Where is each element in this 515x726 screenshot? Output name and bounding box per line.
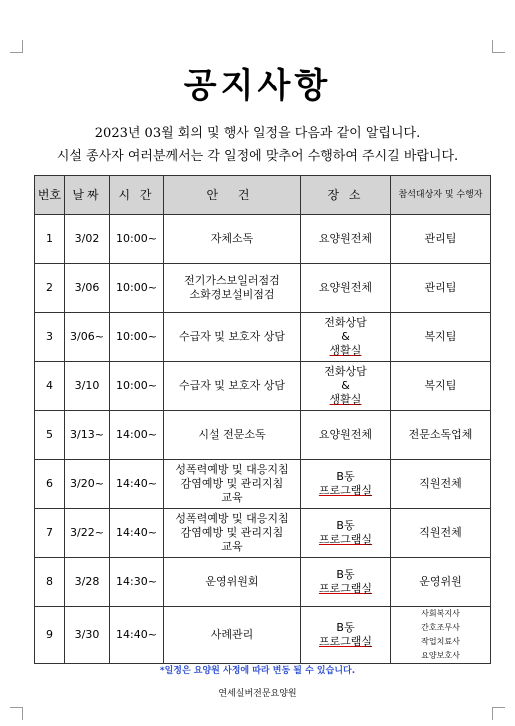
cell-place-line: B동 — [336, 519, 355, 532]
cell-time: 10:00~ — [110, 264, 164, 313]
cell-participants-line: 직원전체 — [419, 477, 462, 490]
cell-time: 14:40~ — [110, 509, 164, 558]
cell-time: 10:00~ — [110, 362, 164, 411]
cell-participants-line: 간호조무사 — [421, 623, 460, 632]
cell-date: 3/10 — [65, 362, 110, 411]
table-row — [35, 362, 491, 411]
schedule-table — [34, 175, 491, 664]
table-row — [35, 558, 491, 607]
cell-no: 3 — [35, 313, 65, 362]
header-time: 시 간 — [110, 176, 164, 215]
cell-participants-line: 관리팀 — [424, 281, 457, 294]
cell-no: 1 — [35, 215, 65, 264]
organization-name: 연세실버전문요양원 — [218, 689, 297, 699]
cell-agenda-line: 감염예방 및 관리지침 — [180, 526, 284, 539]
cell-no: 6 — [35, 460, 65, 509]
cell-agenda-line: 수급자 및 보호자 상담 — [178, 379, 286, 392]
cell-participants-line: 사회복지사 — [421, 609, 460, 618]
cell-place-line: 전화상담 — [324, 365, 367, 378]
cell-agenda-line: 성폭력예방 및 대응지침 — [175, 512, 289, 525]
cell-place — [301, 313, 391, 362]
intro-line-1: 2023년 03월 회의 및 행사 일정을 다음과 같이 알립니다. — [94, 126, 421, 141]
cell-participants-line: 관리팀 — [424, 232, 457, 245]
intro-line-2: 시설 종사자 여러분께서는 각 일정에 맞추어 수행하여 주시길 바랍니다. — [56, 149, 459, 164]
cell-no: 8 — [35, 558, 65, 607]
cell-agenda-line: 교육 — [221, 491, 243, 504]
cell-participants — [391, 264, 491, 313]
header-no: 번호 — [35, 176, 65, 215]
cell-agenda — [164, 215, 301, 264]
cell-place-line: & — [341, 330, 350, 343]
cell-time: 14:40~ — [110, 460, 164, 509]
cell-date: 3/06 — [65, 264, 110, 313]
cell-place-line: B동 — [336, 568, 355, 581]
crop-mark-top-left — [10, 40, 23, 53]
cell-date: 3/02 — [65, 215, 110, 264]
header-date: 날짜 — [65, 176, 110, 215]
cell-place — [301, 509, 391, 558]
cell-agenda-line: 운영위원회 — [205, 575, 259, 588]
cell-agenda-line: 성폭력예방 및 대응지침 — [175, 463, 289, 476]
cell-place-line: 프로그램실 — [318, 533, 373, 546]
cell-no: 9 — [35, 607, 65, 664]
cell-participants — [391, 215, 491, 264]
cell-participants-line: 직원전체 — [419, 526, 462, 539]
cell-agenda — [164, 313, 301, 362]
cell-agenda-line: 시설 전문소독 — [198, 428, 266, 441]
cell-place-line: & — [341, 379, 350, 392]
cell-agenda-line: 사례관리 — [210, 628, 254, 641]
cell-place-line: 요양원전체 — [318, 428, 373, 441]
cell-agenda — [164, 558, 301, 607]
cell-agenda — [164, 509, 301, 558]
cell-participants — [391, 460, 491, 509]
cell-participants-line: 전문소독업체 — [408, 428, 473, 441]
cell-participants — [391, 607, 491, 664]
cell-time: 14:00~ — [110, 411, 164, 460]
cell-place — [301, 607, 391, 664]
cell-participants — [391, 558, 491, 607]
table-row — [35, 411, 491, 460]
schedule-note: *일정은 요양원 사정에 따라 변동 될 수 있습니다. — [159, 666, 356, 676]
table-row — [35, 313, 491, 362]
cell-date: 3/28 — [65, 558, 110, 607]
cell-time: 10:00~ — [110, 215, 164, 264]
cell-place-line: 프로그램실 — [318, 582, 373, 595]
table-row — [35, 509, 491, 558]
cell-place — [301, 215, 391, 264]
cell-place — [301, 460, 391, 509]
cell-agenda-line: 감염예방 및 관리지침 — [180, 477, 284, 490]
cell-no: 4 — [35, 362, 65, 411]
cell-place-line: 전화상담 — [324, 316, 367, 329]
cell-time: 10:00~ — [110, 313, 164, 362]
cell-agenda-line: 전기가스보일러점검 — [184, 274, 280, 287]
cell-participants-line: 복지팀 — [424, 330, 457, 343]
cell-agenda-line: 수급자 및 보호자 상담 — [178, 330, 286, 343]
cell-participants — [391, 362, 491, 411]
cell-agenda-line: 소화경보설비점검 — [189, 288, 275, 301]
cell-participants-line: 운영위원 — [419, 575, 462, 588]
cell-place — [301, 411, 391, 460]
cell-participants — [391, 411, 491, 460]
crop-mark-bottom-right — [492, 707, 505, 720]
cell-agenda — [164, 411, 301, 460]
schedule-rows — [35, 215, 491, 664]
cell-place — [301, 264, 391, 313]
cell-place-line: B동 — [336, 470, 355, 483]
header-agenda: 안 건 — [164, 176, 301, 215]
table-header-row — [35, 176, 491, 215]
cell-place-line: 프로그램실 — [318, 635, 373, 648]
crop-mark-top-right — [492, 40, 505, 53]
cell-agenda — [164, 362, 301, 411]
cell-participants — [391, 313, 491, 362]
crop-mark-bottom-left — [10, 707, 23, 720]
cell-place-line: 생활실 — [329, 393, 362, 406]
cell-place-line: 생활실 — [329, 344, 362, 357]
table-row — [35, 264, 491, 313]
cell-participants — [391, 509, 491, 558]
cell-place — [301, 362, 391, 411]
cell-no: 7 — [35, 509, 65, 558]
cell-time: 14:40~ — [110, 607, 164, 664]
cell-place-line: B동 — [336, 621, 355, 634]
table-row — [35, 460, 491, 509]
cell-participants-line: 복지팀 — [424, 379, 457, 392]
cell-no: 2 — [35, 264, 65, 313]
cell-agenda-line: 자체소독 — [210, 232, 254, 245]
cell-date: 3/22~ — [65, 509, 110, 558]
cell-agenda — [164, 460, 301, 509]
cell-date: 3/20~ — [65, 460, 110, 509]
cell-participants-line: 작업치료사 — [421, 637, 460, 646]
header-participants: 참석대상자 및 수행자 — [391, 176, 491, 215]
cell-date: 3/30 — [65, 607, 110, 664]
cell-agenda — [164, 264, 301, 313]
cell-place-line: 요양원전체 — [318, 281, 373, 294]
page-title: 공지사항 — [183, 66, 332, 106]
table-row — [35, 215, 491, 264]
cell-participants-line: 요양보호사 — [421, 651, 460, 660]
cell-time: 14:30~ — [110, 558, 164, 607]
cell-place — [301, 558, 391, 607]
cell-agenda — [164, 607, 301, 664]
cell-agenda-line: 교육 — [221, 540, 243, 553]
cell-date: 3/06~ — [65, 313, 110, 362]
cell-place-line: 요양원전체 — [318, 232, 373, 245]
cell-no: 5 — [35, 411, 65, 460]
cell-date: 3/13~ — [65, 411, 110, 460]
table-row — [35, 607, 491, 664]
header-place: 장 소 — [301, 176, 391, 215]
cell-place-line: 프로그램실 — [318, 484, 373, 497]
